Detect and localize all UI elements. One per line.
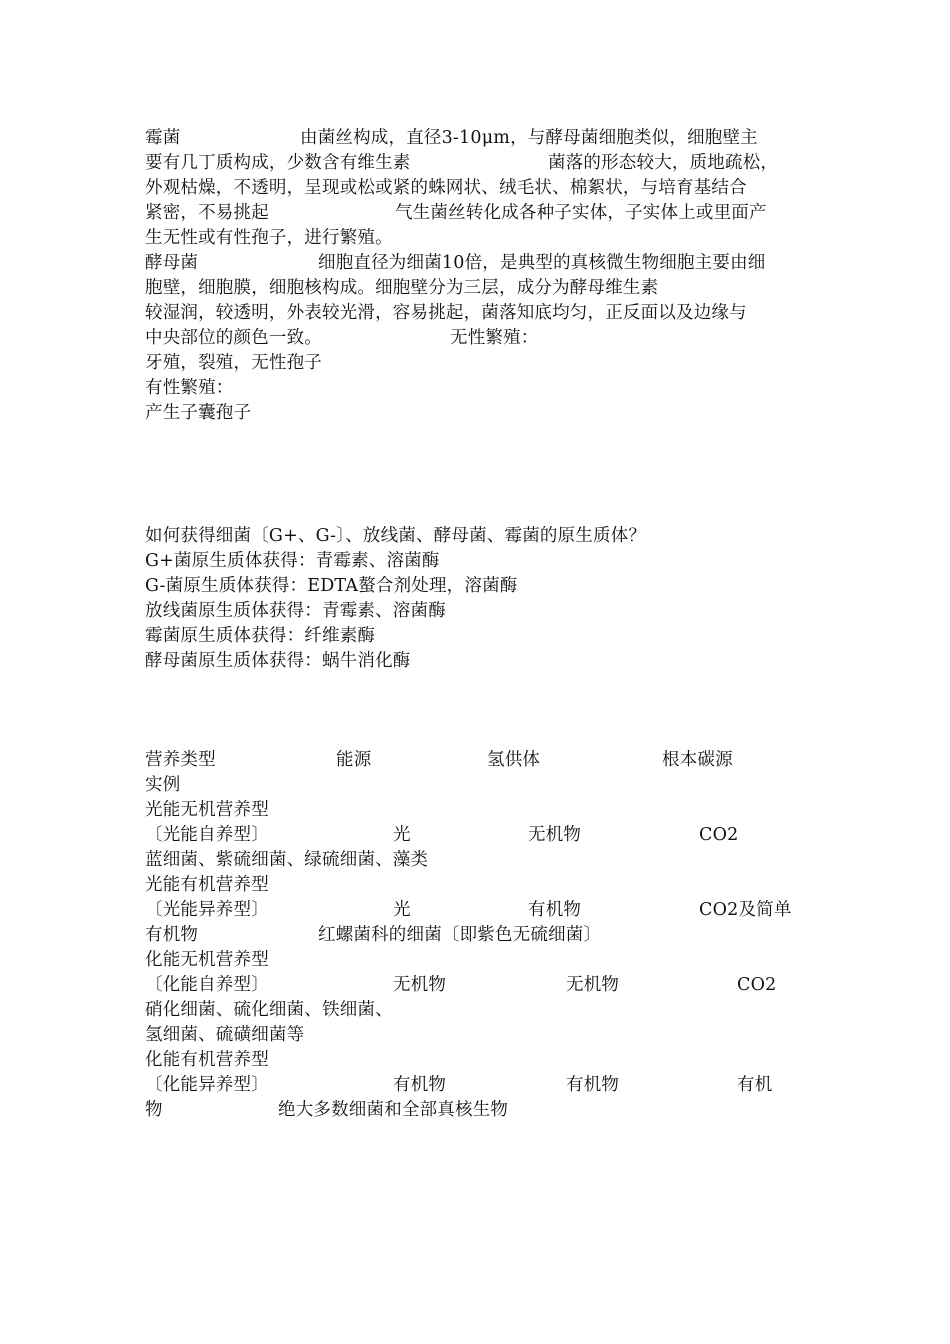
row4-subtype: 〔化能异养型〕 <box>145 1075 269 1095</box>
mold-text-line: 外观枯燥，不透明，呈现或松或紧的蛛网状、绒毛状、棉絮状，与培育基结合 <box>145 178 747 198</box>
row2-energy: 光 <box>393 900 411 920</box>
mold-text-line: 气生菌丝转化成各种子实体，子实体上或里面产 <box>395 203 767 223</box>
row4-hdonor: 有机物 <box>566 1075 620 1095</box>
row4-energy: 有机物 <box>393 1075 447 1095</box>
row1-energy: 光 <box>393 825 411 845</box>
row2-example: 红螺菌科的细菌〔即紫色无硫细菌〕 <box>318 925 602 945</box>
row1-hdonor: 无机物 <box>528 825 582 845</box>
mold-text-line: 由菌丝构成，直径3-10μm，与酵母菌细胞类似，细胞壁主 <box>300 128 758 148</box>
row3-hdonor: 无机物 <box>566 975 620 995</box>
yeast-text-line: 产生子囊孢子 <box>145 403 252 423</box>
header-energy: 能源 <box>336 750 372 770</box>
row1-name: 光能无机营养型 <box>145 800 269 820</box>
row4-carbon: 有机 <box>737 1075 773 1095</box>
mold-text-line: 要有几丁质构成，少数含有维生素 <box>145 153 411 173</box>
row2-carbon-cont: 有机物 <box>145 925 199 945</box>
row3-carbon: CO2 <box>737 975 777 995</box>
row3-example: 硝化细菌、硫化细菌、铁细菌、 <box>145 1000 393 1020</box>
header-hdonor: 氢供体 <box>487 750 541 770</box>
row2-hdonor: 有机物 <box>528 900 582 920</box>
row3-subtype: 〔化能自养型〕 <box>145 975 269 995</box>
yeast-text-line: 较湿润，较透明，外表较光滑，容易挑起，菌落知底均匀，正反面以及边缘与 <box>145 303 747 323</box>
yeast-text-line: 有性繁殖： <box>145 378 234 398</box>
protoplast-question: 如何获得细菌〔G+、G-〕、放线菌、酵母菌、霉菌的原生质体？ <box>145 526 647 546</box>
row1-carbon: CO2 <box>699 825 739 845</box>
protoplast-yeast: 酵母菌原生质体获得：蜗牛消化酶 <box>145 651 411 671</box>
row2-subtype: 〔光能异养型〕 <box>145 900 269 920</box>
mold-text-line: 菌落的形态较大，质地疏松， <box>548 153 779 173</box>
row4-carbon-cont: 物 <box>145 1100 163 1120</box>
row1-subtype: 〔光能自养型〕 <box>145 825 269 845</box>
mold-text-line: 生无性或有性孢子，进行繁殖。 <box>145 228 393 248</box>
yeast-text-line: 牙殖，裂殖，无性孢子 <box>145 353 322 373</box>
row4-example: 绝大多数细菌和全部真核生物 <box>278 1100 509 1120</box>
protoplast-gpos: G+菌原生质体获得：青霉素、溶菌酶 <box>145 551 440 571</box>
row3-example-cont: 氢细菌、硫磺细菌等 <box>145 1025 305 1045</box>
protoplast-gneg: G-菌原生质体获得：EDTA螯合剂处理，溶菌酶 <box>145 576 518 596</box>
row2-name: 光能有机营养型 <box>145 875 269 895</box>
header-carbon: 根本碳源 <box>662 750 733 770</box>
mold-label: 霉菌 <box>145 128 181 148</box>
protoplast-actino: 放线菌原生质体获得：青霉素、溶菌酶 <box>145 601 446 621</box>
mold-text-line: 紧密，不易挑起 <box>145 203 269 223</box>
header-type: 营养类型 <box>145 750 216 770</box>
yeast-label: 酵母菌 <box>145 253 199 273</box>
row2-carbon: CO2及简单 <box>699 900 792 920</box>
row4-name: 化能有机营养型 <box>145 1050 269 1070</box>
yeast-text-line: 无性繁殖： <box>450 328 539 348</box>
row1-example: 蓝细菌、紫硫细菌、绿硫细菌、藻类 <box>145 850 429 870</box>
yeast-text-line: 中央部位的颜色一致。 <box>145 328 322 348</box>
row3-name: 化能无机营养型 <box>145 950 269 970</box>
protoplast-mold: 霉菌原生质体获得：纤维素酶 <box>145 626 376 646</box>
row3-energy: 无机物 <box>393 975 447 995</box>
header-example: 实例 <box>145 775 181 795</box>
yeast-text-line: 细胞直径为细菌10倍，是典型的真核微生物细胞主要由细 <box>318 253 766 273</box>
yeast-text-line: 胞壁，细胞膜，细胞核构成。细胞壁分为三层，成分为酵母维生素 <box>145 278 659 298</box>
